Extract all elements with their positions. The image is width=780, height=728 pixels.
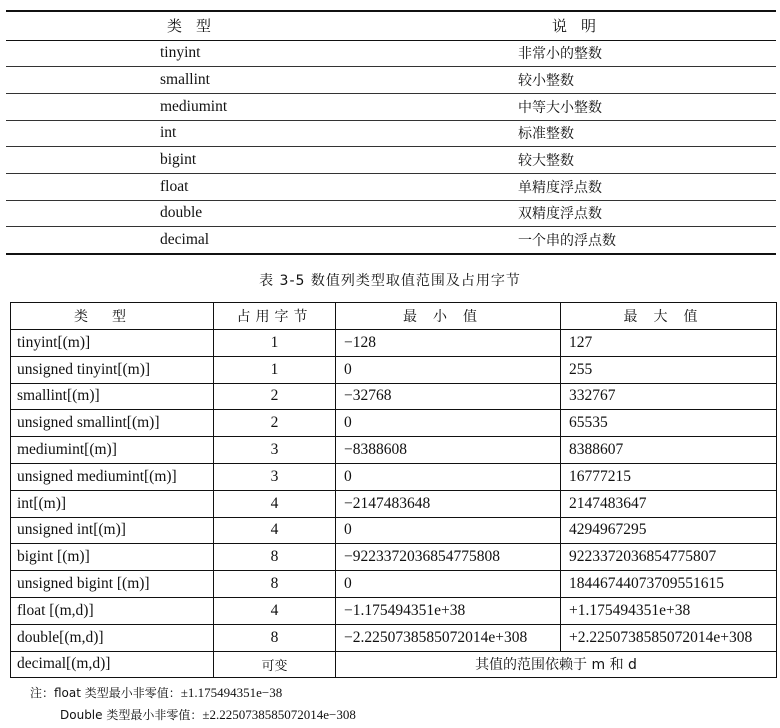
header-bytes: 占用字节 (214, 303, 336, 330)
type-cell: decimal (6, 227, 386, 254)
integer-types-table (6, 10, 776, 255)
description-cell: 非常小的整数 (386, 40, 776, 67)
table-header-row (11, 303, 777, 330)
table-row (11, 544, 777, 571)
type-cell: mediumint (6, 93, 386, 120)
max-cell: +2.2250738585072014e+308 (561, 624, 777, 651)
max-cell: 65535 (561, 410, 777, 437)
bytes-cell: 4 (214, 517, 336, 544)
bytes-cell: 8 (214, 624, 336, 651)
table-row (6, 173, 776, 200)
type-cell: bigint (6, 147, 386, 174)
footnote-float-label: 注：float 类型最小非零值： (30, 686, 181, 700)
table-row (11, 463, 777, 490)
numeric-range-table (10, 302, 777, 678)
bytes-cell: 8 (214, 571, 336, 598)
type-cell: smallint[(m)] (11, 383, 214, 410)
max-cell: 2147483647 (561, 490, 777, 517)
header-type: 类型 (11, 303, 214, 330)
bytes-cell: 4 (214, 490, 336, 517)
description-cell: 标准整数 (386, 120, 776, 147)
bytes-cell: 2 (214, 383, 336, 410)
header-description: 说明 (386, 11, 776, 40)
bytes-cell: 1 (214, 356, 336, 383)
type-cell: tinyint (6, 40, 386, 67)
type-cell: mediumint[(m)] (11, 437, 214, 464)
bytes-cell: 4 (214, 597, 336, 624)
type-cell: unsigned mediumint[(m)] (11, 463, 214, 490)
bytes-cell: 3 (214, 437, 336, 464)
description-cell: 单精度浮点数 (386, 173, 776, 200)
min-cell: −2147483648 (336, 490, 561, 517)
header-min: 最小值 (336, 303, 561, 330)
description-cell: 较小整数 (386, 67, 776, 94)
max-cell: 332767 (561, 383, 777, 410)
type-cell: float [(m,d)] (11, 597, 214, 624)
description-cell: 中等大小整数 (386, 93, 776, 120)
type-cell: double[(m,d)] (11, 624, 214, 651)
footnote-float (30, 684, 282, 701)
footnote-double (60, 706, 356, 723)
table-row (11, 651, 777, 678)
bytes-cell: 2 (214, 410, 336, 437)
table-row (6, 147, 776, 174)
max-cell: 16777215 (561, 463, 777, 490)
table-row (11, 356, 777, 383)
range-cell (336, 651, 777, 678)
type-cell: bigint [(m)] (11, 544, 214, 571)
min-cell: 0 (336, 356, 561, 383)
range-text: 其值的范围依赖于 m 和 d (475, 657, 637, 674)
min-cell: −32768 (336, 383, 561, 410)
min-cell: −128 (336, 330, 561, 357)
type-cell: tinyint[(m)] (11, 330, 214, 357)
type-cell: unsigned smallint[(m)] (11, 410, 214, 437)
min-cell: 0 (336, 571, 561, 598)
min-cell: −2.2250738585072014e+308 (336, 624, 561, 651)
max-cell: 4294967295 (561, 517, 777, 544)
table-row (11, 330, 777, 357)
bytes-cell: 3 (214, 463, 336, 490)
table-row (11, 624, 777, 651)
max-cell: 18446744073709551615 (561, 571, 777, 598)
max-cell: 255 (561, 356, 777, 383)
max-cell: 8388607 (561, 437, 777, 464)
table-row (11, 490, 777, 517)
table-row (11, 410, 777, 437)
bytes-cell: 可变 (214, 651, 336, 678)
type-cell: int[(m)] (11, 490, 214, 517)
type-cell: decimal[(m,d)] (11, 651, 214, 678)
min-cell: 0 (336, 410, 561, 437)
table-row (11, 437, 777, 464)
table-row (6, 227, 776, 254)
footnote-float-value: ±1.175494351e−38 (180, 685, 283, 700)
min-cell: −8388608 (336, 437, 561, 464)
type-cell: int (6, 120, 386, 147)
table-header-row (6, 11, 776, 40)
min-cell: 0 (336, 463, 561, 490)
table-row (6, 120, 776, 147)
type-cell: double (6, 200, 386, 227)
header-type: 类型 (6, 11, 386, 40)
min-cell: −9223372036854775808 (336, 544, 561, 571)
min-cell: −1.175494351e+38 (336, 597, 561, 624)
table-row (6, 93, 776, 120)
table-row (6, 40, 776, 67)
table-row (11, 597, 777, 624)
type-cell: unsigned bigint [(m)] (11, 571, 214, 598)
bytes-cell: 8 (214, 544, 336, 571)
table-row (6, 67, 776, 94)
max-cell: 9223372036854775807 (561, 544, 777, 571)
description-cell: 一个串的浮点数 (386, 227, 776, 254)
table-row (11, 517, 777, 544)
table-row (11, 383, 777, 410)
table-caption: 表 3-5 数值列类型取值范围及占用字节 (259, 273, 521, 289)
min-cell: 0 (336, 517, 561, 544)
description-cell: 较大整数 (386, 147, 776, 174)
header-max: 最大值 (561, 303, 777, 330)
footnote-double-label: Double 类型最小非零值： (60, 708, 203, 722)
type-cell: float (6, 173, 386, 200)
description-cell: 双精度浮点数 (386, 200, 776, 227)
bytes-cell: 1 (214, 330, 336, 357)
footnote-double-value: ±2.2250738585072014e−308 (202, 707, 356, 722)
table-row (11, 571, 777, 598)
table-row (6, 200, 776, 227)
type-cell: smallint (6, 67, 386, 94)
max-cell: +1.175494351e+38 (561, 597, 777, 624)
max-cell: 127 (561, 330, 777, 357)
type-cell: unsigned int[(m)] (11, 517, 214, 544)
type-cell: unsigned tinyint[(m)] (11, 356, 214, 383)
